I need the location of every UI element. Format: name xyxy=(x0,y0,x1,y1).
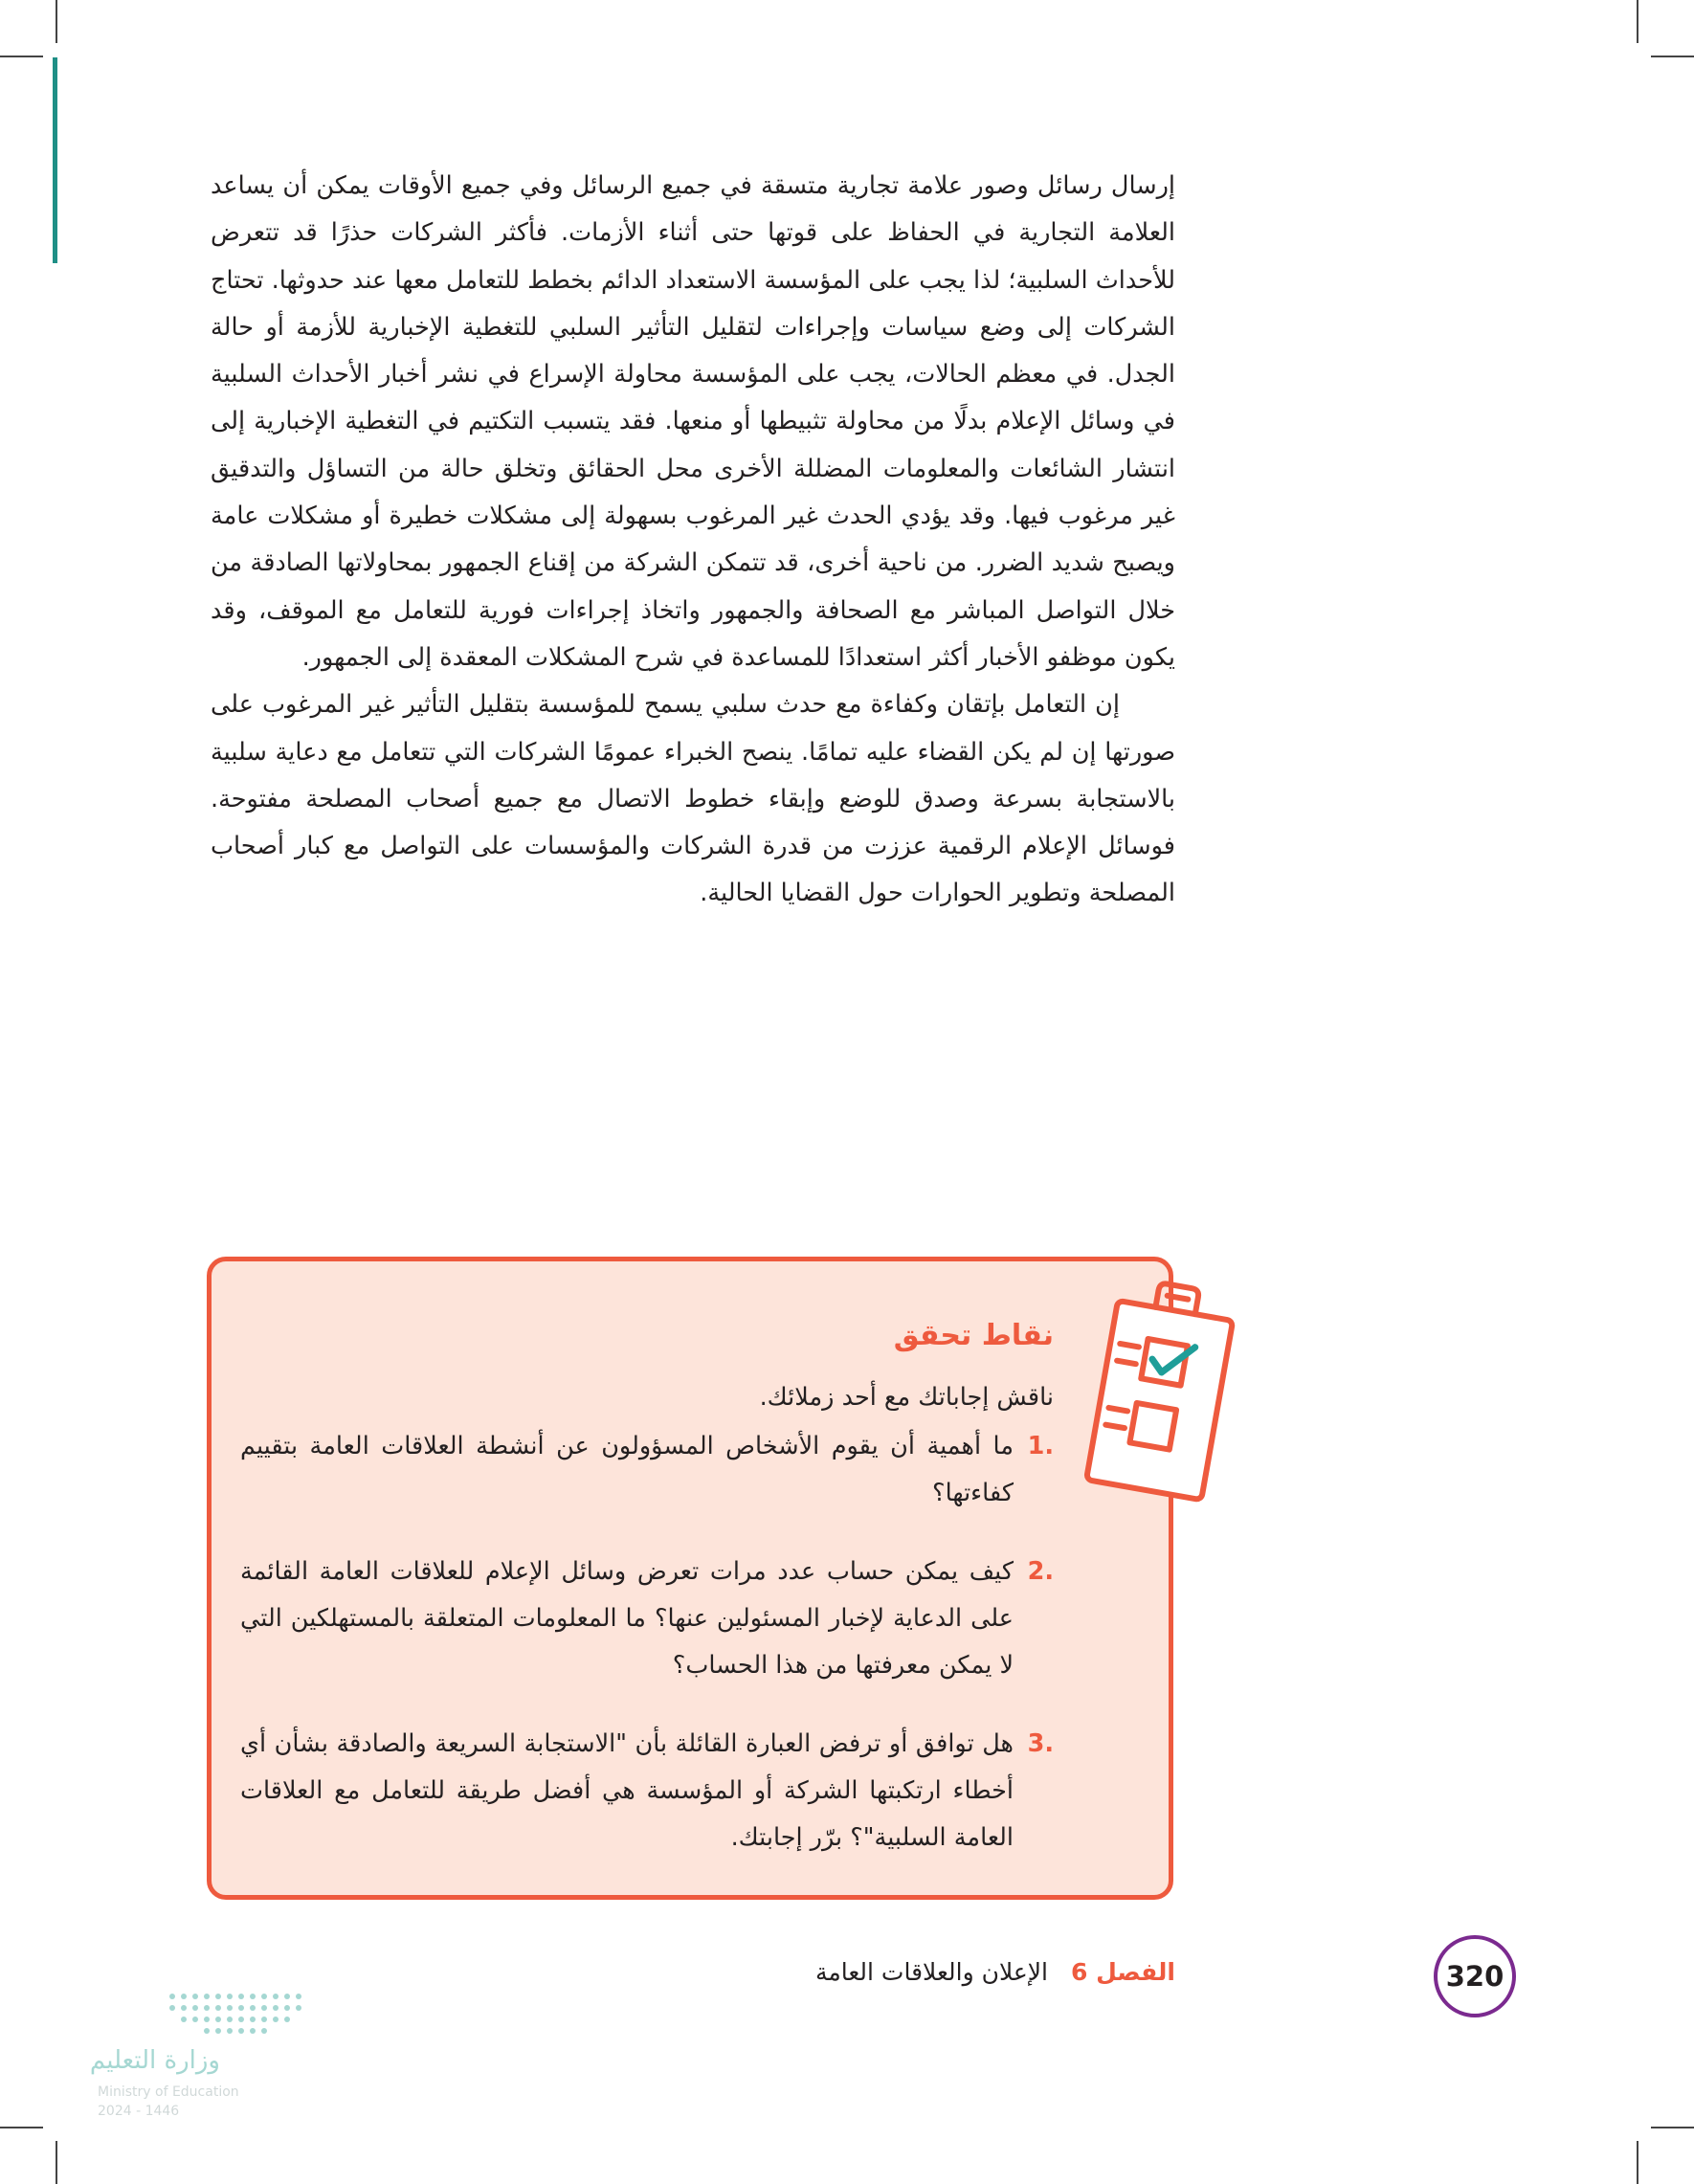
side-accent-bar xyxy=(53,57,57,263)
logo-dots-icon xyxy=(96,1989,316,2037)
question-number: .2 xyxy=(1027,1557,1054,1586)
paragraph: إرسال رسائل وصور علامة تجارية متسقة في جميع الرسائل وفي جميع الأوقات يمكن أن يساعد العلامة التجارية في الحفاظ على قوتها حتى أثناء الأزمات. فأكثر الشركات حذرًا قد تتعرض للأحداث السلبية؛ لذا يجب على المؤسسة الاستعداد الدائم بخطط للتعامل معها عند حدوثها. تحتاج الشركات إلى وضع سياسات وإجراءات لتقليل التأثير السلبي للتغطية الإخبارية للأزمة أو حالة الجدل. في معظم الحالات، يجب على المؤسسة محاولة الإسراع في نشر أخبار الأحداث السلبية في وسائل الإعلام بدلًا من محاولة تثبيطها أو منعها. فقد يتسبب التكتيم في التغطية الإخبارية إلى انتشار الشائعات والمعلومات المضللة الأخرى محل الحقائق وتخلق حالة من التساؤل والتدقيق غير مرغوب فيها. وقد يؤدي الحدث غير المرغوب بسهولة إلى مشكلات خطيرة أو مشكلات عامة ويصبح شديد الضرر. من ناحية أخرى، قد تتمكن الشركة من إقناع الجمهور بمحاولاتها الصادقة من خلال التواصل المباشر مع الصحافة والجمهور واتخاذ إجراءات فورية للتعامل مع الموقف، وقد يكون موظفو الأخبار أكثر استعدادًا للمساعدة في شرح المشكلات المعقدة إلى الجمهور. xyxy=(211,171,1175,672)
chapter-footer xyxy=(815,1958,1175,1986)
crop-mark xyxy=(1651,2127,1694,2128)
question-text: ما أهمية أن يقوم الأشخاص المسؤولون عن أنشطة العلاقات العامة بتقييم كفاءتها؟ xyxy=(240,1432,1014,1507)
crop-mark xyxy=(0,2127,43,2128)
crop-mark xyxy=(1651,56,1694,57)
edition-year: 2024 - 1446 xyxy=(98,2104,180,2119)
question-number: .3 xyxy=(1027,1729,1054,1758)
crop-mark xyxy=(0,56,43,57)
checkpoints-title: نقاط تحقق xyxy=(893,1319,1054,1352)
page-number: 320 xyxy=(1434,1935,1516,2017)
clipboard-check-icon xyxy=(1083,1273,1237,1512)
question-item xyxy=(240,1549,1054,1689)
checkpoints-intro: ناقش إجاباتك مع أحد زملائك. xyxy=(759,1383,1054,1412)
paragraph: إن التعامل بإتقان وكفاءة مع حدث سلبي يسمح للمؤسسة بتقليل التأثير غير المرغوب على صورتها إن لم يكن القضاء عليه تمامًا. ينصح الخبراء عمومًا الشركات التي تتعامل مع دعاية سلبية بالاستجابة بسرعة وصدق للوضع وإبقاء خطوط الاتصال مع جميع أصحاب المصلحة مفتوحة. فوسائل الإعلام الرقمية عززت من قدرة الشركات والمؤسسات على التواصل مع كبار أصحاب المصلحة وتطوير الحوارات حول القضايا الحالية. xyxy=(211,690,1175,908)
question-item xyxy=(240,1721,1054,1861)
body-text xyxy=(211,163,1175,918)
ministry-name: وزارة التعليم xyxy=(89,2046,220,2075)
question-text: كيف يمكن حساب عدد مرات تعرض وسائل الإعلام للعلاقات العامة القائمة على الدعاية لإخبار المسئولين عنها؟ ما المعلومات المتعلقة بالمستهلكين التي لا يمكن معرفتها من هذا الحساب؟ xyxy=(240,1557,1014,1680)
crop-mark xyxy=(1637,0,1638,43)
chapter-title: الإعلان والعلاقات العامة xyxy=(814,1958,1048,1986)
crop-mark xyxy=(56,0,57,43)
question-item xyxy=(240,1423,1054,1517)
question-number: .1 xyxy=(1027,1432,1054,1460)
checkpoints-box xyxy=(207,1257,1173,1900)
ministry-logo xyxy=(89,1989,316,2123)
ministry-name-en: Ministry of Education xyxy=(98,2084,239,2100)
crop-mark xyxy=(1637,2141,1638,2184)
crop-mark xyxy=(56,2141,57,2184)
question-text: هل توافق أو ترفض العبارة القائلة بأن "الاستجابة السريعة والصادقة بشأن أي أخطاء ارتكبتها الشركة أو المؤسسة هي أفضل طريقة للتعامل مع العلاقات العامة السلبية"؟ برّر إجابتك. xyxy=(240,1729,1014,1852)
chapter-label: الفصل 6 xyxy=(1070,1958,1175,1986)
